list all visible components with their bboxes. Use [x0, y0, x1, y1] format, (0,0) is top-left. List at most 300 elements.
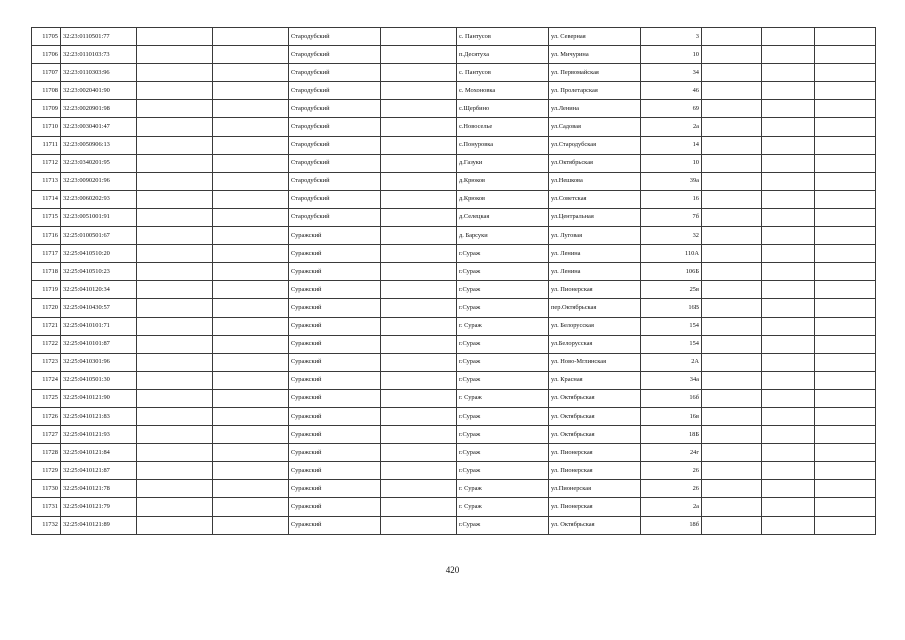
- cadastral-number-cell: 32:25:0410121:84: [61, 444, 137, 462]
- house-number-cell: 3: [641, 28, 702, 46]
- record-number-cell: 11706: [32, 46, 61, 64]
- cadastral-number-cell: 32:25:0410101:71: [61, 317, 137, 335]
- empty-cell: [702, 245, 762, 263]
- district-cell: Суражский: [289, 389, 381, 407]
- record-number-cell: 11720: [32, 299, 61, 317]
- empty-cell: [137, 190, 213, 208]
- empty-cell: [137, 498, 213, 516]
- empty-cell: [381, 389, 457, 407]
- empty-cell: [137, 426, 213, 444]
- empty-cell: [381, 263, 457, 281]
- record-number-cell: 11713: [32, 172, 61, 190]
- empty-cell: [381, 299, 457, 317]
- empty-cell: [137, 516, 213, 534]
- empty-cell: [213, 353, 289, 371]
- empty-cell: [702, 516, 762, 534]
- empty-cell: [762, 118, 815, 136]
- locality-cell: с. Пантусов: [457, 64, 549, 82]
- empty-cell: [213, 480, 289, 498]
- locality-cell: д.Крюков: [457, 190, 549, 208]
- table-row: [32, 118, 876, 136]
- empty-cell: [762, 208, 815, 226]
- empty-cell: [381, 444, 457, 462]
- empty-cell: [702, 480, 762, 498]
- empty-cell: [213, 371, 289, 389]
- empty-cell: [815, 389, 876, 407]
- empty-cell: [702, 46, 762, 64]
- empty-cell: [213, 426, 289, 444]
- empty-cell: [762, 426, 815, 444]
- house-number-cell: 69: [641, 100, 702, 118]
- empty-cell: [762, 154, 815, 172]
- empty-cell: [213, 118, 289, 136]
- house-number-cell: 46: [641, 82, 702, 100]
- empty-cell: [381, 516, 457, 534]
- record-number-cell: 11708: [32, 82, 61, 100]
- house-number-cell: 16В: [641, 299, 702, 317]
- empty-cell: [213, 462, 289, 480]
- empty-cell: [702, 263, 762, 281]
- empty-cell: [815, 190, 876, 208]
- street-cell: ул. Пионерская: [549, 498, 641, 516]
- district-cell: Суражский: [289, 444, 381, 462]
- empty-cell: [137, 64, 213, 82]
- cadastral-number-cell: 32:23:0020401:90: [61, 82, 137, 100]
- empty-cell: [381, 28, 457, 46]
- cadastral-number-cell: 32:25:0410121:83: [61, 407, 137, 425]
- locality-cell: г.Сураж: [457, 516, 549, 534]
- empty-cell: [815, 335, 876, 353]
- empty-cell: [213, 444, 289, 462]
- empty-cell: [815, 371, 876, 389]
- empty-cell: [213, 136, 289, 154]
- empty-cell: [137, 407, 213, 425]
- empty-cell: [213, 335, 289, 353]
- empty-cell: [815, 353, 876, 371]
- table-row: [32, 46, 876, 64]
- street-cell: ул.Октябрьская: [549, 154, 641, 172]
- empty-cell: [815, 245, 876, 263]
- empty-cell: [137, 353, 213, 371]
- empty-cell: [702, 118, 762, 136]
- table-row: [32, 136, 876, 154]
- empty-cell: [213, 281, 289, 299]
- house-number-cell: 10: [641, 154, 702, 172]
- cadastral-number-cell: 32:23:0020901:98: [61, 100, 137, 118]
- table-row: [32, 426, 876, 444]
- record-number-cell: 11722: [32, 335, 61, 353]
- street-cell: ул. Октябрьская: [549, 516, 641, 534]
- empty-cell: [762, 136, 815, 154]
- record-number-cell: 11721: [32, 317, 61, 335]
- cadastral-number-cell: 32:25:0410121:87: [61, 462, 137, 480]
- empty-cell: [137, 335, 213, 353]
- empty-cell: [702, 227, 762, 245]
- house-number-cell: 16б: [641, 389, 702, 407]
- empty-cell: [213, 299, 289, 317]
- cadastral-number-cell: 32:23:0060202:93: [61, 190, 137, 208]
- empty-cell: [137, 245, 213, 263]
- cadastral-number-cell: 32:25:0410301:96: [61, 353, 137, 371]
- cadastral-number-cell: 32:25:0410501:30: [61, 371, 137, 389]
- locality-cell: г.Сураж: [457, 426, 549, 444]
- empty-cell: [137, 136, 213, 154]
- locality-cell: г.Сураж: [457, 245, 549, 263]
- empty-cell: [762, 100, 815, 118]
- empty-cell: [213, 208, 289, 226]
- street-cell: ул. Ленина: [549, 245, 641, 263]
- locality-cell: г. Сураж: [457, 498, 549, 516]
- house-number-cell: 2а: [641, 498, 702, 516]
- empty-cell: [213, 100, 289, 118]
- district-cell: Стародубский: [289, 154, 381, 172]
- street-cell: ул. Ново-Мглинская: [549, 353, 641, 371]
- table-row: [32, 299, 876, 317]
- cadastral-number-cell: 32:25:0410510:20: [61, 245, 137, 263]
- empty-cell: [815, 136, 876, 154]
- locality-cell: г.Сураж: [457, 263, 549, 281]
- empty-cell: [137, 389, 213, 407]
- record-number-cell: 11716: [32, 227, 61, 245]
- table-row: [32, 64, 876, 82]
- empty-cell: [213, 227, 289, 245]
- record-number-cell: 11714: [32, 190, 61, 208]
- table-row: [32, 462, 876, 480]
- house-number-cell: 26: [641, 480, 702, 498]
- empty-cell: [815, 444, 876, 462]
- locality-cell: д.Крюков: [457, 172, 549, 190]
- empty-cell: [137, 462, 213, 480]
- locality-cell: с. Мохоновка: [457, 82, 549, 100]
- house-number-cell: 34а: [641, 371, 702, 389]
- empty-cell: [702, 498, 762, 516]
- district-cell: Суражский: [289, 480, 381, 498]
- record-number-cell: 11709: [32, 100, 61, 118]
- empty-cell: [213, 516, 289, 534]
- district-cell: Стародубский: [289, 46, 381, 64]
- locality-cell: д.Селецкая: [457, 208, 549, 226]
- house-number-cell: 26: [641, 462, 702, 480]
- empty-cell: [762, 172, 815, 190]
- record-number-cell: 11719: [32, 281, 61, 299]
- district-cell: Суражский: [289, 353, 381, 371]
- table-row: [32, 281, 876, 299]
- table-row: [32, 389, 876, 407]
- empty-cell: [137, 118, 213, 136]
- empty-cell: [702, 136, 762, 154]
- table-row: [32, 263, 876, 281]
- record-number-cell: 11715: [32, 208, 61, 226]
- table-row: [32, 100, 876, 118]
- empty-cell: [702, 190, 762, 208]
- cadastral-number-cell: 32:25:0410121:78: [61, 480, 137, 498]
- record-number-cell: 11707: [32, 64, 61, 82]
- street-cell: ул. Северная: [549, 28, 641, 46]
- empty-cell: [815, 407, 876, 425]
- empty-cell: [815, 172, 876, 190]
- district-cell: Стародубский: [289, 172, 381, 190]
- empty-cell: [381, 353, 457, 371]
- cadastral-number-cell: 32:25:0410430:57: [61, 299, 137, 317]
- record-number-cell: 11717: [32, 245, 61, 263]
- empty-cell: [762, 299, 815, 317]
- record-number-cell: 11729: [32, 462, 61, 480]
- record-number-cell: 11732: [32, 516, 61, 534]
- house-number-cell: 24г: [641, 444, 702, 462]
- house-number-cell: 16в: [641, 407, 702, 425]
- district-cell: Суражский: [289, 516, 381, 534]
- street-cell: ул. Пролетарская: [549, 82, 641, 100]
- locality-cell: д. Барсуки: [457, 227, 549, 245]
- house-number-cell: 110А: [641, 245, 702, 263]
- table-row: [32, 371, 876, 389]
- house-number-cell: 7б: [641, 208, 702, 226]
- empty-cell: [381, 82, 457, 100]
- locality-cell: г. Сураж: [457, 317, 549, 335]
- street-cell: ул. Пионерская: [549, 462, 641, 480]
- page-number: 420: [445, 565, 460, 575]
- district-cell: Суражский: [289, 227, 381, 245]
- street-cell: ул. Мичурина: [549, 46, 641, 64]
- cadastral-number-cell: 32:25:0410121:79: [61, 498, 137, 516]
- cadastral-number-cell: 32:23:0110303:96: [61, 64, 137, 82]
- empty-cell: [381, 118, 457, 136]
- empty-cell: [137, 100, 213, 118]
- empty-cell: [762, 64, 815, 82]
- locality-cell: г.Сураж: [457, 371, 549, 389]
- house-number-cell: 2а: [641, 118, 702, 136]
- empty-cell: [762, 28, 815, 46]
- table-row: [32, 154, 876, 172]
- empty-cell: [815, 516, 876, 534]
- cadastral-number-cell: 32:23:0110501:77: [61, 28, 137, 46]
- locality-cell: г.Сураж: [457, 335, 549, 353]
- table-row: [32, 335, 876, 353]
- empty-cell: [137, 28, 213, 46]
- empty-cell: [762, 480, 815, 498]
- empty-cell: [702, 172, 762, 190]
- district-cell: Суражский: [289, 317, 381, 335]
- cadastral-number-cell: 32:23:0340201:95: [61, 154, 137, 172]
- district-cell: Стародубский: [289, 190, 381, 208]
- cadastral-number-cell: 32:23:0050906:13: [61, 136, 137, 154]
- empty-cell: [381, 317, 457, 335]
- empty-cell: [137, 172, 213, 190]
- registry-table: [31, 27, 876, 535]
- table-row: [32, 82, 876, 100]
- empty-cell: [213, 190, 289, 208]
- empty-cell: [815, 118, 876, 136]
- empty-cell: [381, 136, 457, 154]
- empty-cell: [702, 462, 762, 480]
- empty-cell: [213, 317, 289, 335]
- empty-cell: [213, 46, 289, 64]
- empty-cell: [137, 317, 213, 335]
- street-cell: ул.Советская: [549, 190, 641, 208]
- empty-cell: [702, 154, 762, 172]
- district-cell: Стародубский: [289, 136, 381, 154]
- street-cell: ул. Красная: [549, 371, 641, 389]
- locality-cell: г.Сураж: [457, 353, 549, 371]
- empty-cell: [815, 46, 876, 64]
- empty-cell: [381, 462, 457, 480]
- locality-cell: д.Газуки: [457, 154, 549, 172]
- cadastral-number-cell: 32:23:0030401:47: [61, 118, 137, 136]
- empty-cell: [137, 46, 213, 64]
- street-cell: ул.Нешкова: [549, 172, 641, 190]
- house-number-cell: 154: [641, 317, 702, 335]
- empty-cell: [137, 82, 213, 100]
- table-row: [32, 353, 876, 371]
- table-row: [32, 28, 876, 46]
- district-cell: Стародубский: [289, 64, 381, 82]
- street-cell: ул. Пионерская: [549, 444, 641, 462]
- empty-cell: [137, 444, 213, 462]
- empty-cell: [213, 28, 289, 46]
- empty-cell: [762, 498, 815, 516]
- district-cell: Суражский: [289, 245, 381, 263]
- empty-cell: [815, 64, 876, 82]
- empty-cell: [137, 227, 213, 245]
- street-cell: ул. Октябрьская: [549, 426, 641, 444]
- table-row: [32, 407, 876, 425]
- empty-cell: [762, 317, 815, 335]
- house-number-cell: 2А: [641, 353, 702, 371]
- empty-cell: [381, 335, 457, 353]
- empty-cell: [815, 263, 876, 281]
- empty-cell: [702, 100, 762, 118]
- record-number-cell: 11730: [32, 480, 61, 498]
- cadastral-number-cell: 32:25:0410510:23: [61, 263, 137, 281]
- locality-cell: г.Сураж: [457, 462, 549, 480]
- empty-cell: [702, 371, 762, 389]
- street-cell: ул.Стародубская: [549, 136, 641, 154]
- empty-cell: [213, 498, 289, 516]
- empty-cell: [381, 172, 457, 190]
- record-number-cell: 11711: [32, 136, 61, 154]
- street-cell: ул. Первомайская: [549, 64, 641, 82]
- table-row: [32, 245, 876, 263]
- empty-cell: [137, 263, 213, 281]
- empty-cell: [815, 426, 876, 444]
- empty-cell: [702, 426, 762, 444]
- empty-cell: [213, 407, 289, 425]
- registry-body: [32, 28, 876, 535]
- record-number-cell: 11712: [32, 154, 61, 172]
- street-cell: ул. Белорусская: [549, 317, 641, 335]
- cadastral-number-cell: 32:25:0100501:67: [61, 227, 137, 245]
- street-cell: ул. Октябрьская: [549, 407, 641, 425]
- district-cell: Суражский: [289, 498, 381, 516]
- locality-cell: г. Сураж: [457, 480, 549, 498]
- cadastral-number-cell: 32:25:0410101:87: [61, 335, 137, 353]
- street-cell: ул.Садовая: [549, 118, 641, 136]
- street-cell: ул.Пионерская: [549, 480, 641, 498]
- empty-cell: [381, 480, 457, 498]
- empty-cell: [381, 64, 457, 82]
- district-cell: Стародубский: [289, 100, 381, 118]
- empty-cell: [702, 335, 762, 353]
- record-number-cell: 11727: [32, 426, 61, 444]
- district-cell: Стародубский: [289, 118, 381, 136]
- cadastral-number-cell: 32:25:0410121:93: [61, 426, 137, 444]
- empty-cell: [381, 46, 457, 64]
- district-cell: Стародубский: [289, 208, 381, 226]
- empty-cell: [137, 154, 213, 172]
- empty-cell: [381, 190, 457, 208]
- empty-cell: [815, 317, 876, 335]
- district-cell: Суражский: [289, 426, 381, 444]
- empty-cell: [381, 426, 457, 444]
- district-cell: Стародубский: [289, 82, 381, 100]
- empty-cell: [137, 480, 213, 498]
- empty-cell: [702, 281, 762, 299]
- record-number-cell: 11710: [32, 118, 61, 136]
- empty-cell: [762, 190, 815, 208]
- empty-cell: [381, 154, 457, 172]
- empty-cell: [762, 371, 815, 389]
- table-row: [32, 498, 876, 516]
- table-row: [32, 190, 876, 208]
- empty-cell: [702, 317, 762, 335]
- cadastral-number-cell: 32:23:0110103:73: [61, 46, 137, 64]
- district-cell: Суражский: [289, 335, 381, 353]
- empty-cell: [381, 245, 457, 263]
- district-cell: Суражский: [289, 281, 381, 299]
- house-number-cell: 14: [641, 136, 702, 154]
- empty-cell: [815, 299, 876, 317]
- street-cell: ул. Ленина: [549, 263, 641, 281]
- house-number-cell: 10: [641, 46, 702, 64]
- record-number-cell: 11718: [32, 263, 61, 281]
- empty-cell: [213, 245, 289, 263]
- street-cell: ул.Центральная: [549, 208, 641, 226]
- empty-cell: [815, 480, 876, 498]
- street-cell: ул. Октябрьская: [549, 389, 641, 407]
- house-number-cell: 18б: [641, 516, 702, 534]
- street-cell: пер.Октябрьская: [549, 299, 641, 317]
- record-number-cell: 11725: [32, 389, 61, 407]
- locality-cell: г.Сураж: [457, 444, 549, 462]
- district-cell: Суражский: [289, 407, 381, 425]
- empty-cell: [381, 407, 457, 425]
- empty-cell: [815, 154, 876, 172]
- table-row: [32, 317, 876, 335]
- empty-cell: [762, 227, 815, 245]
- empty-cell: [815, 28, 876, 46]
- empty-cell: [137, 281, 213, 299]
- locality-cell: г.Сураж: [457, 281, 549, 299]
- empty-cell: [381, 208, 457, 226]
- empty-cell: [762, 281, 815, 299]
- house-number-cell: 32: [641, 227, 702, 245]
- empty-cell: [702, 28, 762, 46]
- empty-cell: [702, 64, 762, 82]
- record-number-cell: 11728: [32, 444, 61, 462]
- house-number-cell: 154: [641, 335, 702, 353]
- house-number-cell: 25в: [641, 281, 702, 299]
- empty-cell: [702, 82, 762, 100]
- house-number-cell: 16: [641, 190, 702, 208]
- empty-cell: [702, 353, 762, 371]
- empty-cell: [702, 444, 762, 462]
- record-number-cell: 11726: [32, 407, 61, 425]
- empty-cell: [213, 82, 289, 100]
- empty-cell: [381, 498, 457, 516]
- house-number-cell: 34: [641, 64, 702, 82]
- house-number-cell: 106Б: [641, 263, 702, 281]
- empty-cell: [137, 371, 213, 389]
